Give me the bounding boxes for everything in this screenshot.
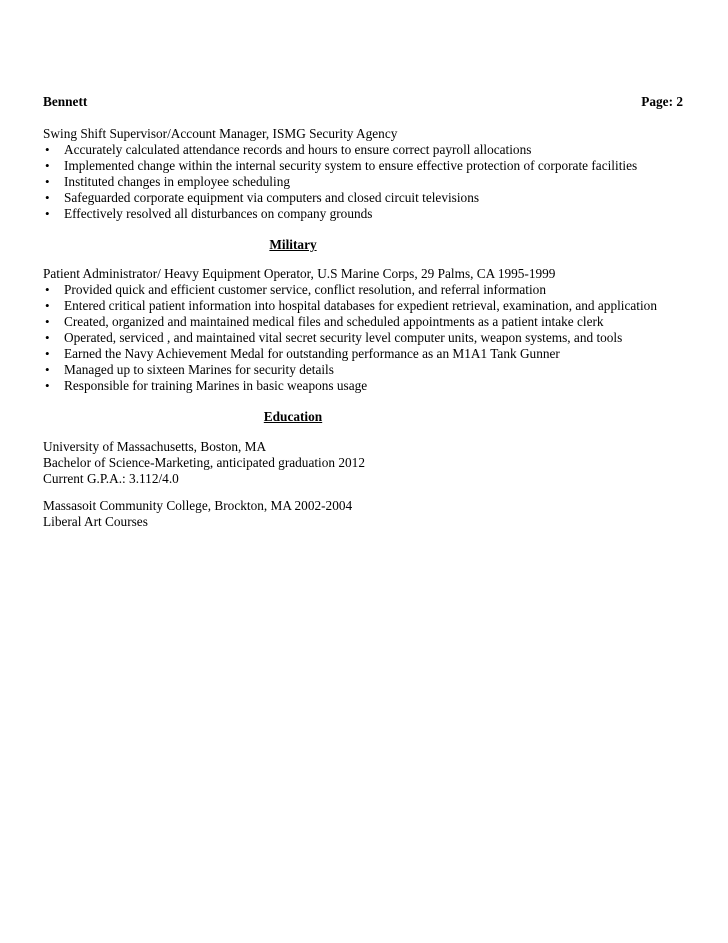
- list-item: [43, 158, 637, 174]
- bullet-text: Provided quick and efficient customer service, conflict resolution, and referral information: [64, 282, 546, 297]
- bullet-text: Operated, serviced , and maintained vital secret security level computer units, weapon systems, and tools: [64, 330, 623, 345]
- education-degree-1: Bachelor of Science-Marketing, anticipated graduation 2012: [43, 455, 365, 470]
- bullet-text: Earned the Navy Achievement Medal for outstanding performance as an M1A1 Tank Gunner: [64, 346, 560, 361]
- list-item: [43, 314, 657, 330]
- list-item: [43, 346, 657, 362]
- list-item: [43, 282, 657, 298]
- military-title: Patient Administrator/ Heavy Equipment Operator, U.S Marine Corps, 29 Palms, CA 1995-1999: [43, 266, 556, 281]
- bullet-text: Managed up to sixteen Marines for security details: [64, 362, 334, 377]
- bullet-icon: •: [45, 142, 50, 157]
- military-heading: Military: [269, 237, 317, 252]
- list-item: [43, 174, 637, 190]
- list-item: [43, 378, 657, 394]
- job1-bullet-list: [43, 142, 637, 222]
- education-degree-2: Liberal Art Courses: [43, 514, 148, 529]
- bullet-text: Accurately calculated attendance records and hours to ensure correct payroll allocations: [64, 142, 532, 157]
- bullet-icon: •: [45, 190, 50, 205]
- bullet-text: Effectively resolved all disturbances on company grounds: [64, 206, 373, 221]
- bullet-icon: •: [45, 330, 50, 345]
- list-item: [43, 190, 637, 206]
- bullet-icon: •: [45, 346, 50, 361]
- bullet-text: Responsible for training Marines in basic weapons usage: [64, 378, 368, 393]
- bullet-icon: •: [45, 206, 50, 221]
- bullet-icon: •: [45, 362, 50, 377]
- bullet-text: Entered critical patient information into hospital databases for expedient retrieval, examination, and application: [64, 298, 657, 313]
- list-item: [43, 142, 637, 158]
- bullet-icon: •: [45, 158, 50, 173]
- education-school-2: Massasoit Community College, Brockton, MA 2002-2004: [43, 498, 353, 513]
- bullet-icon: •: [45, 282, 50, 297]
- military-bullet-list: [43, 282, 657, 394]
- bullet-text: Instituted changes in employee scheduling: [64, 174, 290, 189]
- education-school-1: University of Massachusetts, Boston, MA: [43, 439, 267, 454]
- list-item: [43, 330, 657, 346]
- page-number: Page: 2: [641, 94, 683, 109]
- bullet-icon: •: [45, 378, 50, 393]
- bullet-icon: •: [45, 174, 50, 189]
- bullet-text: Created, organized and maintained medical files and scheduled appointments as a patient intake clerk: [64, 314, 604, 329]
- list-item: [43, 362, 657, 378]
- job1-title: Swing Shift Supervisor/Account Manager, ISMG Security Agency: [43, 126, 398, 141]
- bullet-text: Implemented change within the internal security system to ensure effective protection of corporate facilities: [64, 158, 638, 173]
- education-heading: Education: [263, 409, 323, 424]
- bullet-icon: •: [45, 314, 50, 329]
- bullet-icon: •: [45, 298, 50, 313]
- bullet-text: Safeguarded corporate equipment via computers and closed circuit televisions: [64, 190, 480, 205]
- header-name: Bennett: [43, 94, 88, 109]
- list-item: [43, 298, 657, 314]
- education-gpa: Current G.P.A.: 3.112/4.0: [43, 471, 179, 486]
- list-item: [43, 206, 637, 222]
